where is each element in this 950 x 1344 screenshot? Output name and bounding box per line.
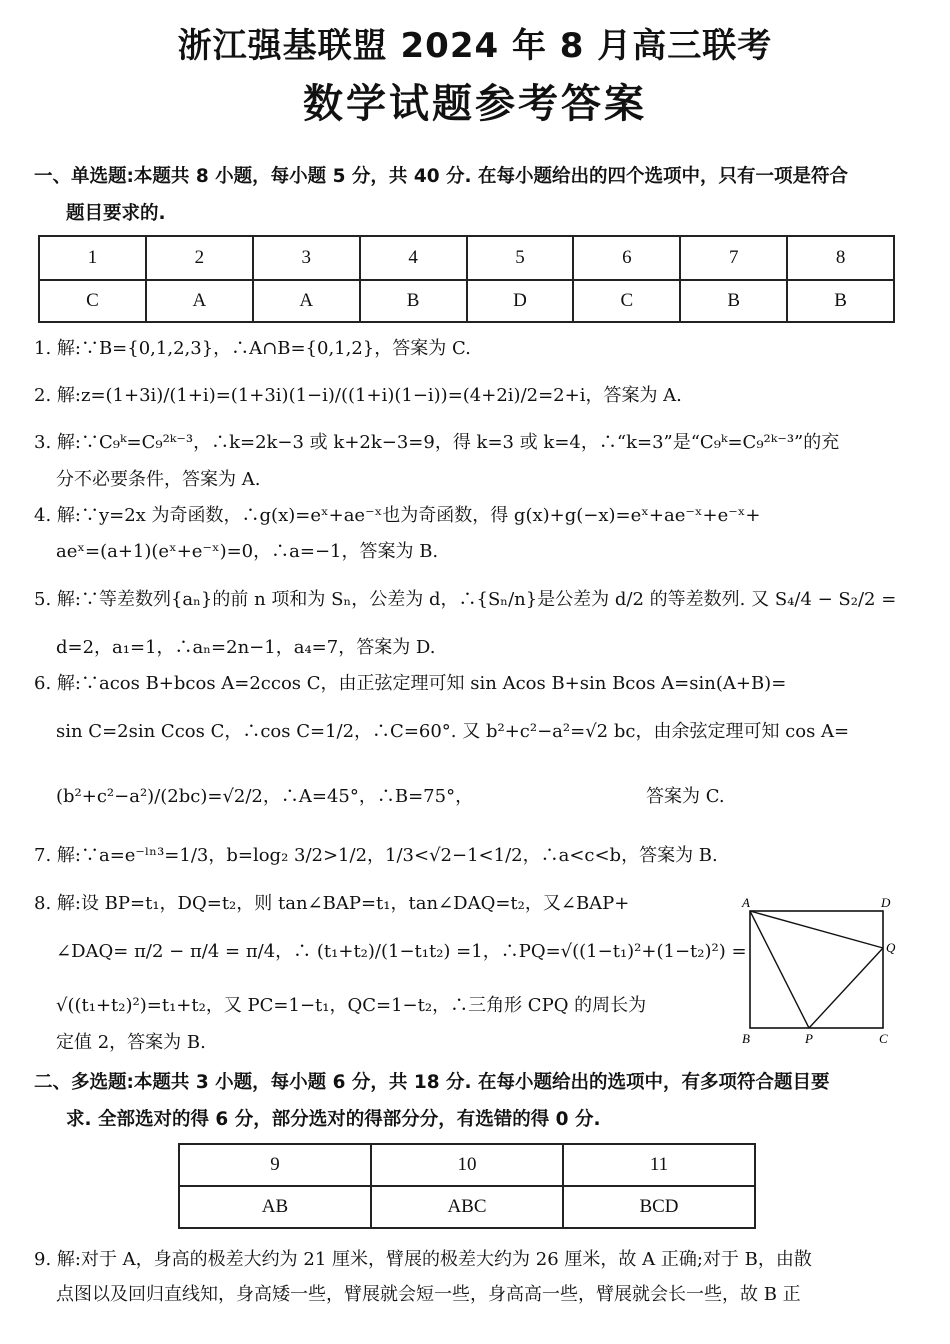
table1-number: 3 xyxy=(253,236,360,280)
section-2-line-2: 求. 全部选对的得 6 分，部分选对的得部分分，有选错的得 0 分. xyxy=(66,1109,601,1130)
table1-number: 6 xyxy=(573,236,680,280)
table2-number: 11 xyxy=(563,1144,755,1186)
solution-5-line-1: 5. 解:∵等差数列{aₙ}的前 n 项和为 Sₙ，公差为 d，∴{Sₙ/n}是公差为 d/2 的等差数列. 又 S₄/4 − S₂/2 = xyxy=(34,589,897,610)
table1-number: 2 xyxy=(146,236,253,280)
table1-answer: C xyxy=(39,280,146,322)
solution-3-line-1: 3. 解:∵C₉ᵏ=C₉²ᵏ⁻³，∴k=2k−3 或 k+2k−3=9，得 k=3 或 k=4，∴“k=3”是“C₉ᵏ=C₉²ᵏ⁻³”的充 xyxy=(34,432,840,453)
table1-number: 7 xyxy=(680,236,787,280)
solution-6-answer: 答案为 C. xyxy=(646,786,725,807)
table2-number: 10 xyxy=(371,1144,563,1186)
table1-answer: B xyxy=(360,280,467,322)
section-2-heading xyxy=(34,1064,914,1138)
table1-number: 5 xyxy=(467,236,574,280)
solution-7: 7. 解:∵a=e⁻ˡⁿ³=1/3，b=log₂ 3/2>1/2，1/3<√2−1<1/2，∴a<c<b，答案为 B. xyxy=(34,845,718,866)
point-d-label: D xyxy=(881,895,891,910)
section-1-line-2: 题目要求的. xyxy=(66,203,166,224)
table2-answer: BCD xyxy=(563,1186,755,1228)
table1-answer: D xyxy=(467,280,574,322)
segment-aq xyxy=(750,911,883,948)
table2-answer: ABC xyxy=(371,1186,563,1228)
page-title: 浙江强基联盟 2024 年 8 月高三联考 xyxy=(177,26,773,66)
section-1-line-1: 一、单选题:本题共 8 小题，每小题 5 分，共 40 分. 在每小题给出的四个选项中，只有一项是符合 xyxy=(34,166,849,187)
square-geometry-figure xyxy=(738,893,913,1045)
solution-4-line-1: 4. 解:∵y=2x 为奇函数，∴g(x)=eˣ+ae⁻ˣ也为奇函数，得 g(x)+g(−x)=eˣ+ae⁻ˣ+e⁻ˣ+ xyxy=(34,505,761,526)
point-q-label: Q xyxy=(886,940,896,955)
table2-number: 9 xyxy=(179,1144,371,1186)
table1-number: 4 xyxy=(360,236,467,280)
table1-answer: B xyxy=(787,280,894,322)
answer-table-1 xyxy=(38,235,895,323)
point-a-label: A xyxy=(742,895,750,910)
solution-9-line-1: 9. 解:对于 A，身高的极差大约为 21 厘米，臂展的极差大约为 26 厘米，故 A 正确;对于 B，由散 xyxy=(34,1249,812,1270)
section-2-line-1: 二、多选题:本题共 3 小题，每小题 6 分，共 18 分. 在每小题给出的选项中，有多项符合题目要 xyxy=(34,1072,830,1093)
table1-answer: C xyxy=(573,280,680,322)
table1-number: 1 xyxy=(39,236,146,280)
point-p-label: P xyxy=(805,1031,813,1045)
solution-8-line-1: 8. 解:设 BP=t₁，DQ=t₂，则 tan∠BAP=t₁，tan∠DAQ=t₂，又∠BAP+ xyxy=(34,893,630,914)
page-subtitle: 数学试题参考答案 xyxy=(303,81,647,127)
solution-6-line-1: 6. 解:∵acos B+bcos A=2ccos C，由正弦定理可知 sin Acos B+sin Bcos A=sin(A+B)= xyxy=(34,673,787,694)
point-c-label: C xyxy=(879,1031,888,1045)
solution-2: 2. 解:z=(1+3i)/(1+i)=(1+3i)(1−i)/((1+i)(1−i))=(4+2i)/2=2+i，答案为 A. xyxy=(34,385,682,406)
table1-number: 8 xyxy=(787,236,894,280)
segment-pq xyxy=(809,948,883,1028)
segment-ap xyxy=(750,911,809,1028)
table2-answer: AB xyxy=(179,1186,371,1228)
table1-answer: B xyxy=(680,280,787,322)
table1-answer: A xyxy=(146,280,253,322)
section-1-heading xyxy=(34,158,914,232)
answer-table-2 xyxy=(178,1143,756,1229)
table1-answer: A xyxy=(253,280,360,322)
solution-1: 1. 解:∵B={0,1,2,3}，∴A∩B={0,1,2}，答案为 C. xyxy=(34,338,471,359)
point-b-label: B xyxy=(742,1031,750,1045)
